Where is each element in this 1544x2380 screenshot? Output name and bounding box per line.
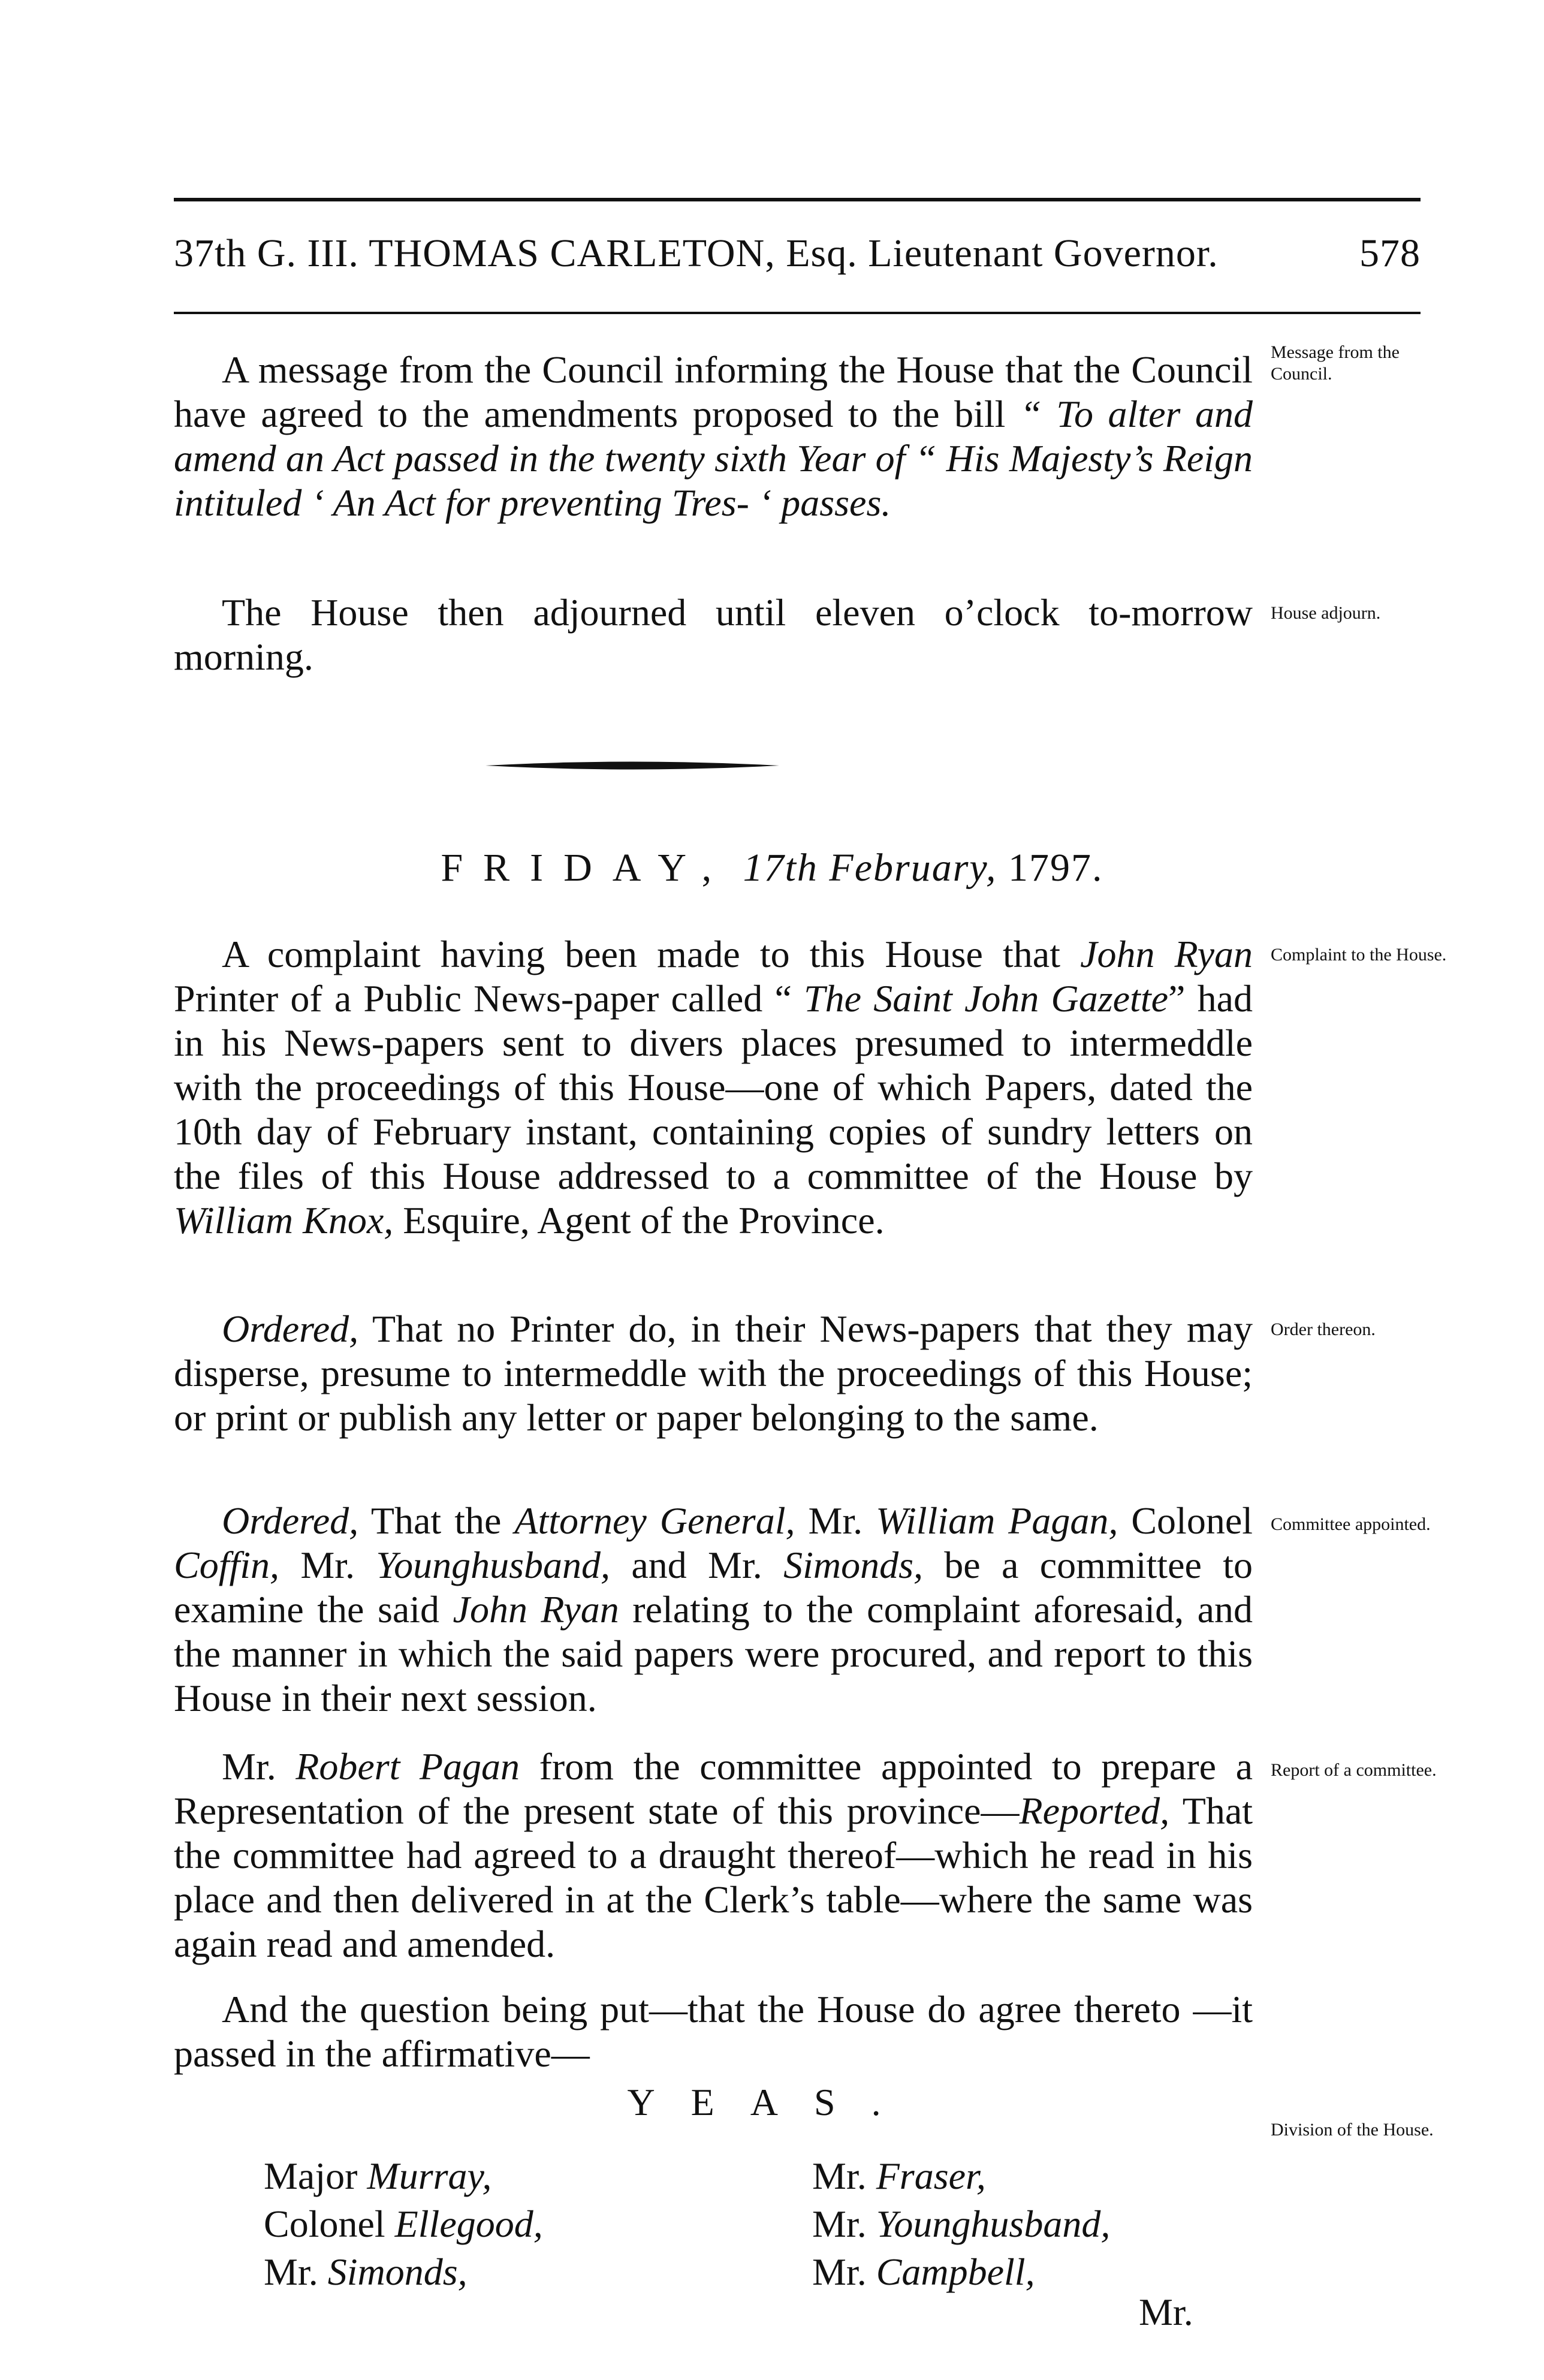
yea-entry xyxy=(812,2152,1110,2200)
paragraph-text: Colonel xyxy=(1118,1499,1253,1542)
paragraph-committee xyxy=(174,1499,1253,1721)
dateline-year: 1797. xyxy=(1008,846,1103,890)
paragraph-text: The House then adjourned until eleven o’clock to-morrow morning. xyxy=(174,591,1253,678)
person-name: Attorney General, xyxy=(514,1499,795,1542)
paragraph-question xyxy=(174,1987,1253,2076)
yea-name: Fraser, xyxy=(876,2155,986,2197)
yea-title: Mr. xyxy=(812,2155,867,2197)
yeas-right-column xyxy=(812,2152,1110,2296)
ornament-rule xyxy=(485,760,779,771)
person-name: Simonds, xyxy=(783,1544,923,1586)
person-name: John Ryan xyxy=(453,1588,619,1631)
dateline xyxy=(0,845,1544,891)
paragraph-text: That no Printer do, in their News-papers that they may disperse, presume to intermeddle with the proceedings of this House; or print or publish any letter or paper belonging to the same. xyxy=(174,1308,1253,1439)
yeas-left-column xyxy=(264,2152,543,2296)
yea-title: Mr. xyxy=(812,2251,867,2293)
paragraph-report xyxy=(174,1745,1253,1966)
margin-note-committee: Committee appointed. xyxy=(1271,1514,1431,1534)
yea-name: Ellegood, xyxy=(394,2203,543,2245)
ordered-label: Ordered, xyxy=(222,1499,359,1542)
page-number: 578 xyxy=(1359,231,1421,275)
yeas-heading: YEAS. xyxy=(627,2081,917,2123)
paragraph-text: Mr. xyxy=(279,1544,376,1586)
person-name: John Ryan xyxy=(1080,933,1253,975)
catchword: Mr. xyxy=(1139,2291,1193,2333)
reported-label: Reported, xyxy=(1019,1789,1170,1832)
paragraph-text: Printer of a Public News-paper called “ xyxy=(174,977,804,1020)
yea-entry xyxy=(264,2200,543,2248)
yea-title: Major xyxy=(264,2155,358,2197)
person-name: William Knox, xyxy=(174,1199,394,1242)
paragraph-text: Esquire, Agent of the Province. xyxy=(393,1199,885,1242)
paragraph-order xyxy=(174,1307,1253,1440)
running-head-title: 37th G. III. THOMAS CARLETON, Esq. Lieutenant Governor. xyxy=(174,231,1219,275)
top-rule xyxy=(174,198,1421,201)
yea-entry xyxy=(264,2152,543,2200)
paragraph-text: Mr. xyxy=(222,1745,296,1788)
newspaper-title: The Saint John Gazette xyxy=(804,977,1169,1020)
running-head xyxy=(174,231,1421,276)
paragraph-text: A complaint having been made to this House that xyxy=(222,933,1081,975)
margin-note-division: Division of the House. xyxy=(1271,2120,1434,2140)
yea-name: Younghusband, xyxy=(876,2203,1111,2245)
paragraph-adjourn xyxy=(174,591,1253,679)
margin-note-order: Order thereon. xyxy=(1271,1319,1376,1339)
person-name: William Pagan, xyxy=(876,1499,1118,1542)
person-name: Coffin, xyxy=(174,1544,280,1586)
person-name: Younghusband, xyxy=(376,1544,610,1586)
bill-title: “ To alter and amend an Act passed in the twenty sixth Year of “ His Majesty’s Reign intituled ‘ An Act for preventing Tres- ‘ passes. xyxy=(174,393,1253,524)
paragraph-complaint xyxy=(174,932,1253,1243)
paragraph-message xyxy=(174,348,1253,525)
margin-note-adjourn: House adjourn. xyxy=(1271,603,1381,623)
paragraph-text: from the committee appointed to prepare a Representation of the present state of this province— xyxy=(174,1745,1253,1832)
paragraph-text: be a committee to examine the said xyxy=(174,1544,1253,1631)
yea-entry xyxy=(812,2248,1110,2296)
paragraph-text: Mr. xyxy=(795,1499,876,1542)
margin-note-report: Report of a committee. xyxy=(1271,1760,1437,1780)
paragraph-text: A message from the Council informing the House that the Council have agreed to the amendments proposed to the bill xyxy=(174,348,1253,435)
yea-entry xyxy=(812,2200,1110,2248)
yea-title: Colonel xyxy=(264,2203,385,2245)
yea-entry xyxy=(264,2248,543,2296)
paragraph-text: That the xyxy=(358,1499,515,1542)
yea-name: Campbell, xyxy=(876,2251,1035,2293)
paragraph-text: and Mr. xyxy=(610,1544,784,1586)
yea-title: Mr. xyxy=(264,2251,318,2293)
yea-name: Simonds, xyxy=(327,2251,468,2293)
margin-note-message: Message from the Council. xyxy=(1271,342,1400,384)
paragraph-text: relating to the complaint aforesaid, and the manner in which the said papers were procured, and report to this House in their next session. xyxy=(174,1588,1253,1719)
dateline-day: FRIDAY, xyxy=(441,846,732,890)
yea-name: Murray, xyxy=(367,2155,492,2197)
yea-title: Mr. xyxy=(812,2203,867,2245)
paragraph-text: That the committee had agreed to a draught thereof—which he read in his place and then delivered in at the Clerk’s table—where the same was again read and amended. xyxy=(174,1789,1253,1965)
paragraph-text: And the question being put—that the House do agree thereto —it passed in the affirmative— xyxy=(174,1988,1253,2075)
header-rule xyxy=(174,312,1421,314)
ordered-label: Ordered, xyxy=(222,1308,359,1350)
person-name: Robert Pagan xyxy=(295,1745,520,1788)
paragraph-text: ” had in his News-papers sent to divers places presumed to intermeddle with the proceedings of this House—one of which Papers, dated the 10th day of February instant, containing copies of sundry letters on the files of this House addressed to a committee of the House by xyxy=(174,977,1253,1197)
dateline-date: 17th February, xyxy=(743,846,997,890)
margin-note-complaint: Complaint to the House. xyxy=(1271,945,1447,965)
